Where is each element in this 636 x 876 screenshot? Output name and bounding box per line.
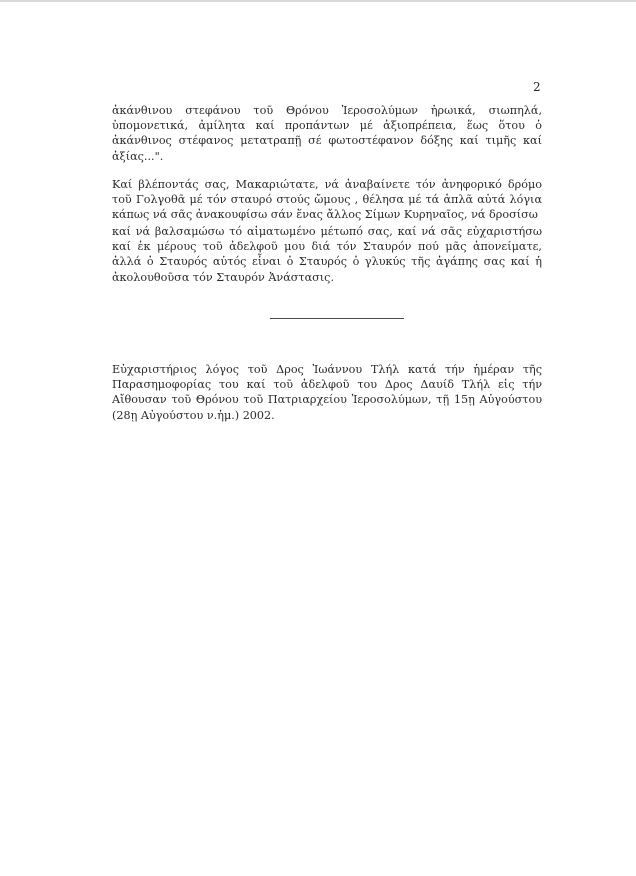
paragraph-golgotha: Καί βλέποντάς σας, Μακαριώτατε, νά ἀναβαίνετε τόν ἀνηφορικό δρόμο τοῦ Γολγοθᾶ μέ τόν σταυρό στούς ὤμους , θέλησα μέ τά ἁπλᾶ αὐτά λόγια κάπως νά σᾶς ἀνακουφίσω σάν ἕνας ἄλλος Σίμων Κυρηναῖος, νά δροσίσω [112,178,542,222]
separator-rule [270,318,404,319]
page-number: 2 [533,80,541,94]
paragraph-thanks: καί νά βαλσαμώσω τό αἱματωμένο μέτωπό σας, καί νά σᾶς εὐχαριστήσω καί ἐκ μέρους τοῦ ἀδελφοῦ μου διά τόν Σταυρόν πού μᾶς ἀπονείματε, ἀλλά ὁ Σταυρός αὐτός εἶναι ὁ Σταυρός ὁ γλυκύς τῆς ἀγάπης σας καί ἡ ἀκολουθοῦσα τόν Σταυρόν Ἀνάστασις. [112,225,542,284]
paragraph-continuation: ἀκάνθινου στεφάνου τοῦ Θρόνου Ἱεροσολύμων ἡρωικά, σιωπηλά, ὑπομονετικά, ἀμίλητα καί προπάντων μέ ἀξιοπρέπεια, ἕως ὅτου ὁ ἀκάνθινος στέφανος μετατραπῇ σέ φωτοστέφανον δόξης καί τιμῆς καί ἀξίας...". [112,104,542,163]
scan-edge [0,0,636,2]
speech-caption: Εὐχαριστήριος λόγος τοῦ Δρος Ἰωάννου Τλήλ κατά τήν ἡμέραν τῆς Παρασημοφορίας του καί τοῦ ἀδελφοῦ του Δρος Δαυίδ Τλήλ εἰς τήν Αἴθουσαν τοῦ Θρόνου τοῦ Πατριαρχείου Ἱεροσολύμων, τῇ 15ῃ Αὐγούστου (28ῃ Αὐγούστου ν.ἡμ.) 2002. [112,363,542,422]
